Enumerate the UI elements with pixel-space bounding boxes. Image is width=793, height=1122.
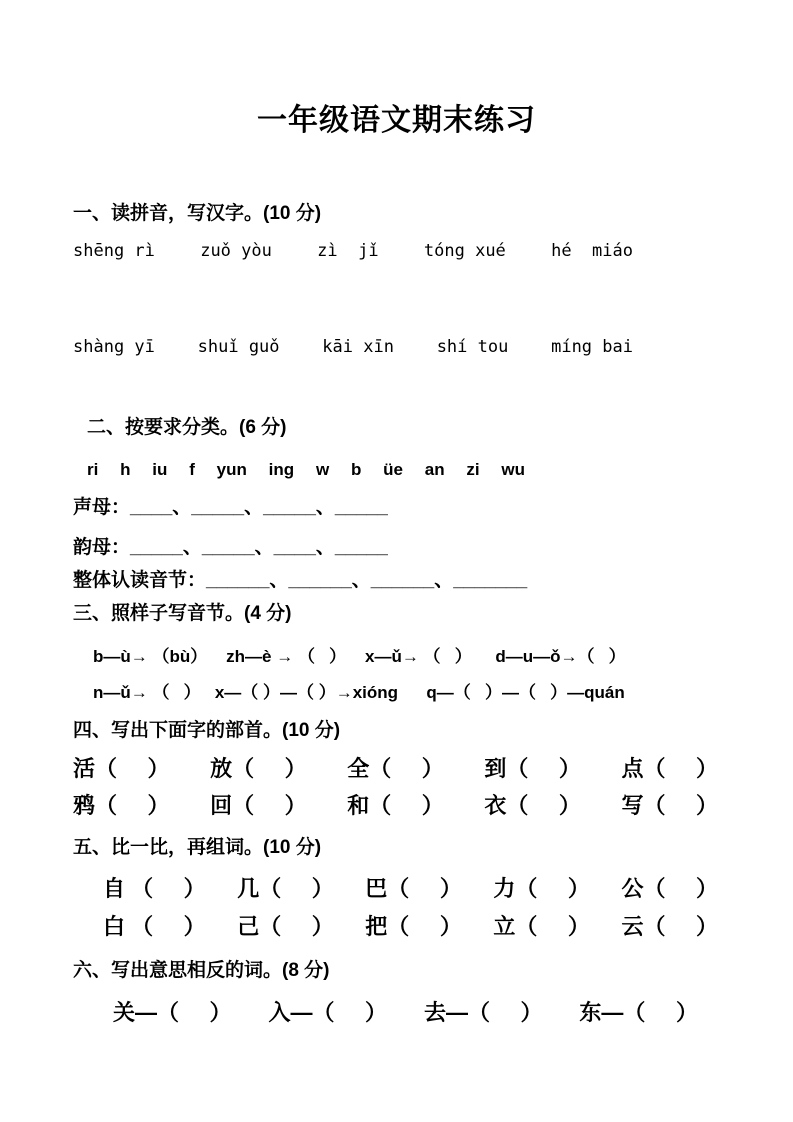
character-with-blank: 点（ ） [621, 756, 718, 781]
character-with-blank: 东—（ ） [579, 1000, 698, 1025]
whole-syllables-blank-line: 整体认读音节：______、______、______、_______ [73, 570, 528, 591]
antonym-row [113, 999, 698, 1027]
letter-item: w [315, 460, 330, 479]
section-6-heading: 六、写出意思相反的词。(8 分) [73, 960, 330, 981]
pinyin-item: shēng rì [73, 241, 155, 261]
character-with-blank: 云（ ） [621, 914, 718, 939]
syllable-line-2: n—ǔ→ （ ） x—（ ）—（ ）→xióng q—（ ）—（ ）—quán [93, 683, 625, 702]
pinyin-item: tóng xué [423, 241, 506, 261]
letter-item: h [120, 460, 131, 479]
section-compare-words [73, 836, 720, 941]
character-with-blank: 鸦（ ） [73, 793, 170, 818]
letter-item: üe [383, 460, 403, 479]
pinyin-item: shàng yī [73, 337, 155, 357]
pinyin-item: shuǐ guǒ [197, 337, 280, 357]
section-classification [73, 416, 720, 593]
finals-blank-line: 韵母：_____、_____、____、_____ [73, 537, 388, 558]
character-with-blank: 写（ ） [621, 793, 718, 818]
section-3-heading: 三、照样子写音节。(4 分) [73, 603, 292, 624]
radical-row-1 [73, 755, 718, 783]
section-pinyin-to-hanzi [73, 202, 720, 358]
character-with-blank: 到（ ） [484, 756, 581, 781]
pinyin-row-2 [73, 336, 633, 358]
letter-item: wu [501, 460, 525, 479]
character-with-blank: 活（ ） [73, 756, 170, 781]
letter-item: zi [466, 460, 480, 479]
letter-item: ri [87, 460, 99, 479]
pinyin-item: kāi xīn [322, 337, 394, 357]
character-with-blank: 立（ ） [493, 914, 590, 939]
section-syllables [73, 602, 720, 704]
character-with-blank: 白 （ ） [103, 914, 206, 939]
letter-item: an [424, 460, 445, 479]
letter-item: ing [268, 460, 295, 479]
letters-row [73, 458, 525, 482]
section-1-heading: 一、读拼音，写汉字。(10 分) [73, 203, 322, 224]
letter-item: f [189, 460, 195, 479]
pinyin-row-1 [73, 240, 633, 262]
character-with-blank: 公（ ） [621, 876, 718, 901]
character-with-blank: 和（ ） [347, 793, 444, 818]
section-4-heading: 四、写出下面字的部首。(10 分) [73, 720, 341, 741]
section-antonyms [73, 959, 720, 1027]
initials-blank-line: 声母：____、_____、_____、_____ [73, 497, 388, 518]
character-with-blank: 入—（ ） [268, 1000, 388, 1025]
character-with-blank: 去—（ ） [423, 1000, 543, 1025]
letter-item: iu [152, 460, 168, 479]
character-with-blank: 回（ ） [210, 793, 307, 818]
compare-row-1 [103, 875, 718, 903]
character-with-blank: 把（ ） [365, 914, 462, 939]
character-with-blank: 自 （ ） [103, 876, 206, 901]
letter-item: b [350, 460, 362, 479]
page-title: 一年级语文期末练习 [257, 104, 536, 137]
pinyin-item: zì jǐ [317, 241, 379, 261]
pinyin-item: zuǒ yòu [200, 241, 272, 261]
character-with-blank: 力（ ） [493, 876, 590, 901]
character-with-blank: 几（ ） [237, 876, 334, 901]
character-with-blank: 全（ ） [347, 756, 444, 781]
pinyin-item: míng bai [551, 337, 633, 357]
character-with-blank: 巴（ ） [365, 876, 462, 901]
character-with-blank: 衣（ ） [484, 793, 581, 818]
pinyin-item: shí tou [436, 337, 509, 357]
compare-row-2 [103, 913, 718, 941]
character-with-blank: 放（ ） [210, 756, 307, 781]
letter-item: yun [216, 460, 247, 479]
section-2-heading: 二、按要求分类。(6 分) [87, 417, 287, 438]
section-radicals [73, 719, 720, 820]
character-with-blank: 关—（ ） [113, 1000, 232, 1025]
syllable-line-1: b—ù→ （bù） zh—è → （ ） x—ǔ→ （ ） d—u—ǒ→（ ） [93, 647, 626, 666]
character-with-blank: 己（ ） [237, 914, 334, 939]
section-5-heading: 五、比一比，再组词。(10 分) [73, 837, 322, 858]
radical-row-2 [73, 792, 718, 820]
pinyin-item: hé miáo [551, 241, 633, 261]
